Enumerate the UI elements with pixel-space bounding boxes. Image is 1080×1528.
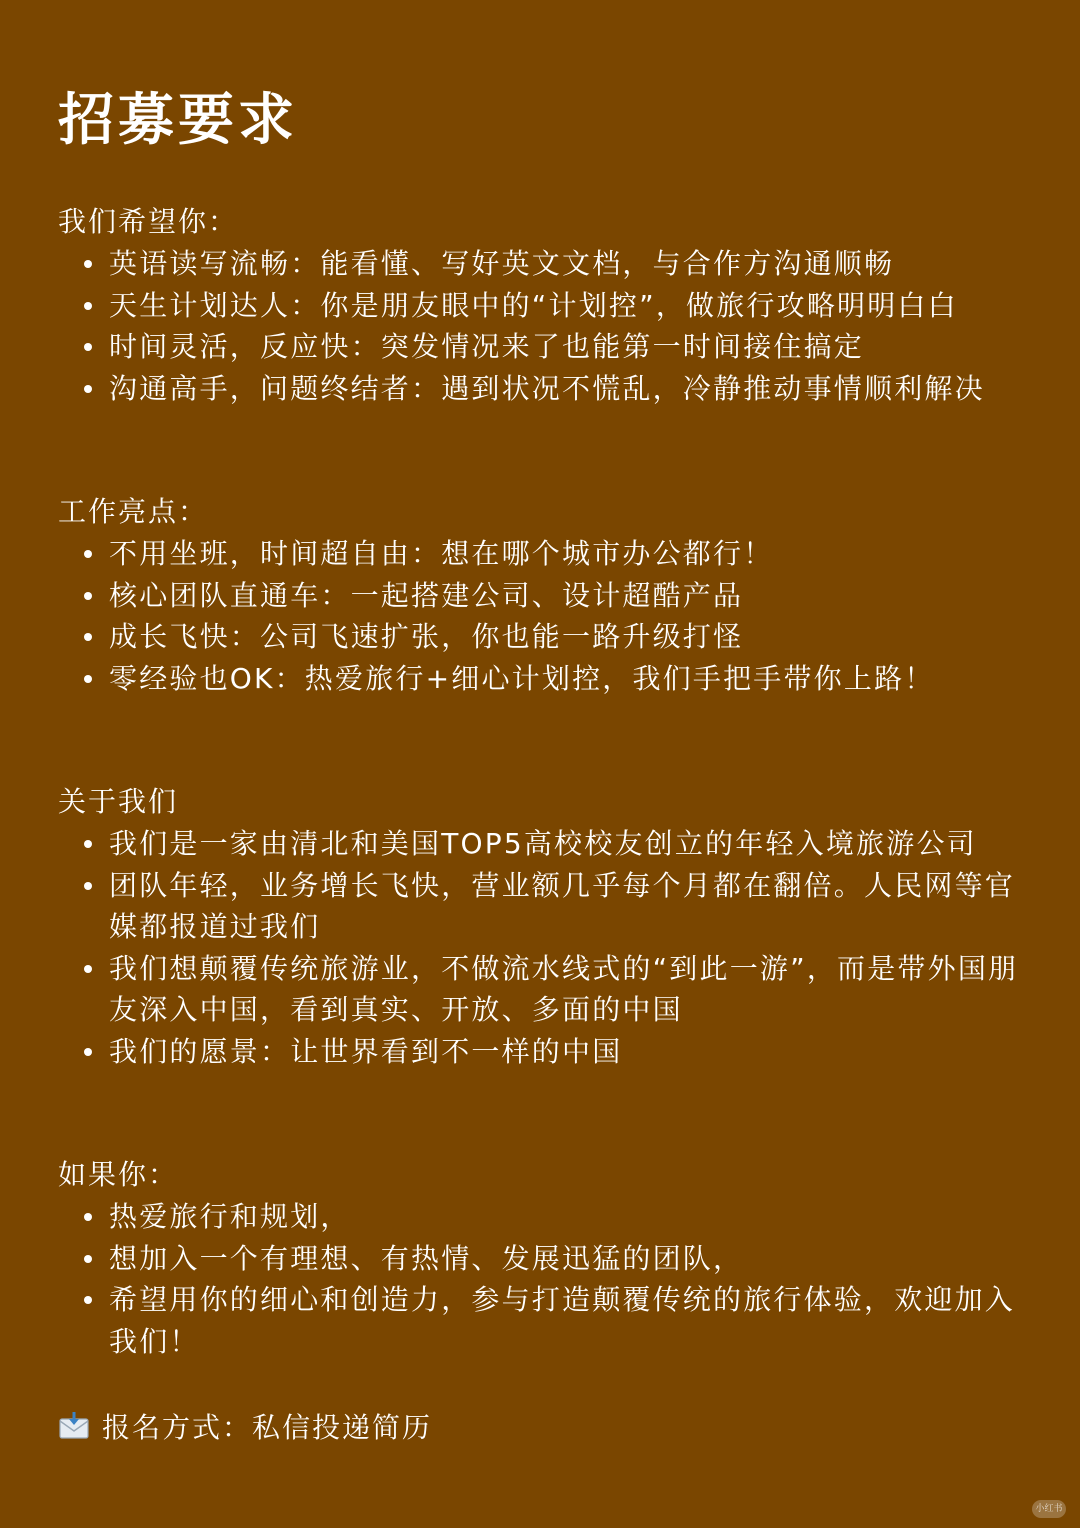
section-highlights: [58, 492, 1028, 699]
section-heading: 关于我们: [58, 785, 179, 818]
list-item-text: 不用坐班，时间超自由：想在哪个城市办公都行！: [109, 537, 774, 570]
list-item-text: 想加入一个有理想、有热情、发展迅猛的团队，: [109, 1241, 744, 1275]
list-item: [58, 533, 1028, 575]
list-item: [58, 658, 1028, 700]
bullet-list: [58, 533, 1028, 699]
list-item: [58, 1031, 1028, 1073]
bullet-list: [58, 243, 1028, 409]
bullet-icon: [84, 633, 92, 641]
list-item-text: 零经验也OK：热爱旅行+细心计划控，我们手把手带你上路！: [109, 661, 935, 695]
list-item-text: 英语读写流畅：能看懂、写好英文文档，与合作方沟通顺畅: [109, 247, 895, 280]
envelope-icon: [58, 1410, 90, 1442]
list-item-text: 我们想颠覆传统旅游业，不做流水线式的“到此一游”，而是带外国朋友深入中国，看到真实、开放、多面的中国: [109, 951, 1019, 1026]
list-item-text: 希望用你的细心和创造力，参与打造颠覆传统的旅行体验，欢迎加入我们！: [109, 1283, 1016, 1358]
bullet-icon: [84, 1213, 92, 1221]
bullet-list: [58, 823, 1028, 1072]
list-item-text: 沟通高手，问题终结者：遇到状况不慌乱，冷静推动事情顺利解决: [109, 371, 985, 405]
contact-text: 报名方式：私信投递简历: [102, 1411, 433, 1444]
bullet-list: [58, 1196, 1028, 1362]
bullet-icon: [84, 840, 92, 848]
bullet-icon: [84, 302, 92, 310]
section-heading: 工作亮点：: [58, 495, 209, 528]
list-item: [58, 243, 1028, 285]
list-item: [58, 285, 1028, 327]
section-about-us: [58, 782, 1028, 1072]
bullet-icon: [84, 592, 92, 600]
bullet-icon: [84, 1296, 92, 1304]
bullet-icon: [84, 385, 92, 393]
bullet-icon: [84, 343, 92, 351]
list-item: [58, 823, 1028, 865]
list-item-text: 团队年轻，业务增长飞快，营业额几乎每个月都在翻倍。人民网等官媒都报道过我们: [109, 868, 1016, 943]
bullet-icon: [84, 550, 92, 558]
bullet-icon: [84, 882, 92, 890]
list-item: [58, 326, 1028, 368]
list-item: [58, 1238, 1028, 1280]
list-item: [58, 616, 1028, 658]
bullet-icon: [84, 1255, 92, 1263]
bullet-icon: [84, 1048, 92, 1056]
section-requirements: [58, 202, 1028, 409]
list-item-text: 成长飞快：公司飞速扩张，你也能一路升级打怪: [109, 620, 744, 653]
page-title: 招募要求: [58, 88, 298, 153]
section-heading: 如果你：: [58, 1158, 179, 1191]
list-item-text: 核心团队直通车：一起搭建公司、设计超酷产品: [109, 578, 744, 612]
bullet-icon: [84, 260, 92, 268]
contact-line: [58, 1404, 432, 1448]
list-item-text: 我们是一家由清北和美国TOP5高校校友创立的年轻入境旅游公司: [109, 827, 977, 860]
list-item: [58, 865, 1028, 948]
list-item: [58, 368, 1028, 410]
list-item: [58, 948, 1028, 1031]
list-item-text: 天生计划达人：你是朋友眼中的“计划控”，做旅行攻略明明白白: [109, 288, 958, 322]
list-item-text: 时间灵活，反应快：突发情况来了也能第一时间接住搞定: [109, 330, 865, 363]
section-heading: 我们希望你：: [58, 205, 239, 238]
list-item: [58, 575, 1028, 617]
bullet-icon: [84, 965, 92, 973]
bullet-icon: [84, 675, 92, 683]
list-item: [58, 1196, 1028, 1238]
list-item-text: 我们的愿景：让世界看到不一样的中国: [109, 1034, 623, 1068]
watermark-badge: 小红书: [1032, 1500, 1066, 1518]
list-item: [58, 1279, 1028, 1362]
section-if-you: [58, 1155, 1028, 1362]
list-item-text: 热爱旅行和规划，: [109, 1200, 351, 1233]
